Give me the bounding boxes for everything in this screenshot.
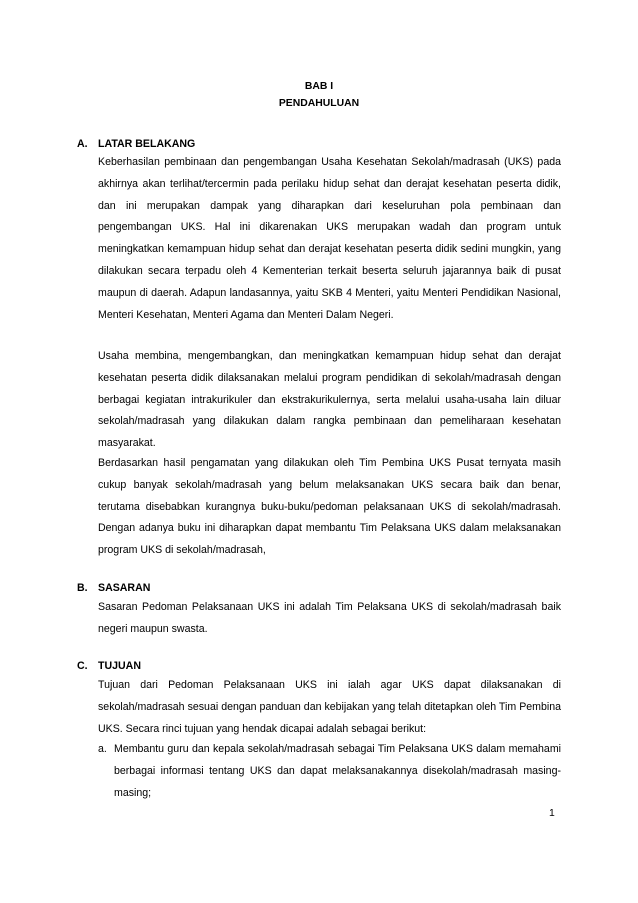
section-c-heading: TUJUAN — [98, 660, 141, 672]
list-item-text: Membantu guru dan kepala sekolah/madrasah sebagai Tim Pelaksana UKS dalam memahami berbagai informasi tentang UKS dan dapat melaksanakannya disekolah/madrasah masing-masing; — [114, 743, 561, 799]
section-c-letter: C. — [77, 660, 88, 672]
list-item-marker: a. — [98, 743, 107, 755]
section-a-heading: LATAR BELAKANG — [98, 138, 196, 150]
list-item — [98, 739, 561, 804]
section-a-paragraph-3: Berdasarkan hasil pengamatan yang dilakukan oleh Tim Pembina UKS Pusat ternyata masih cukup banyak sekolah/madrasah yang belum melaksanakan UKS secara baik dan benar, terutama disebabkan kurangnya buku-buku/pedoman pelaksanaan UKS di sekolah/madrasah. Dengan adanya buku ini diharapkan dapat membantu Tim Pelaksana UKS dalam melaksanakan program UKS di sekolah/madrasah, — [98, 457, 561, 557]
section-b-paragraph-1: Sasaran Pedoman Pelaksanaan UKS ini adalah Tim Pelaksana UKS di sekolah/madrasah baik negeri maupun swasta. — [98, 601, 561, 635]
chapter-number: BAB I — [304, 81, 334, 92]
section-b-heading: SASARAN — [98, 582, 151, 594]
section-a-letter: A. — [77, 138, 88, 150]
page-number: 1 — [549, 808, 555, 819]
section-a-paragraph-2: Usaha membina, mengembangkan, dan meningkatkan kemampuan hidup sehat dan derajat kesehatan peserta didik dilaksanakan melalui program pendidikan di sekolah/madrasah dengan berbagai kegiatan intrakurikuler dan ekstrakurikulernya, serta melalui usaha-usaha lain diluar sekolah/madrasah yang dilakukan dalam rangka pembinaan dan pemeliharaan kesehatan masyarakat. — [98, 350, 561, 450]
section-c-paragraph-1: Tujuan dari Pedoman Pelaksanaan UKS ini ialah agar UKS dapat dilaksanakan di sekolah/madrasah sesuai dengan panduan dan kebijakan yang telah ditetapkan oleh Tim Pembina UKS. Secara rinci tujuan yang hendak dicapai adalah sebagai berikut: — [98, 679, 561, 735]
chapter-title: PENDAHULUAN — [278, 98, 360, 109]
section-b-letter: B. — [77, 582, 88, 594]
section-a-paragraph-1: Keberhasilan pembinaan dan pengembangan Usaha Kesehatan Sekolah/madrasah (UKS) pada akhirnya akan terlihat/tercermin pada perilaku hidup sehat dan derajat kesehatan peserta didik, dan ini merupakan dampak yang diharapkan dari keseluruhan pola pembinaan dan pengembangan UKS. Hal ini dikarenakan UKS merupakan wadah dan program untuk meningkatkan kemampuan hidup sehat dan derajat kesehatan peserta didik sedini mungkin, yang dilakukan secara terpadu oleh 4 Kementerian terkait beserta seluruh jajarannya baik di pusat maupun di daerah. Adapun landasannya, yaitu SKB 4 Menteri, yaitu Menteri Pendidikan Nasional, Menteri Kesehatan, Menteri Agama dan Menteri Dalam Negeri. — [98, 156, 561, 321]
